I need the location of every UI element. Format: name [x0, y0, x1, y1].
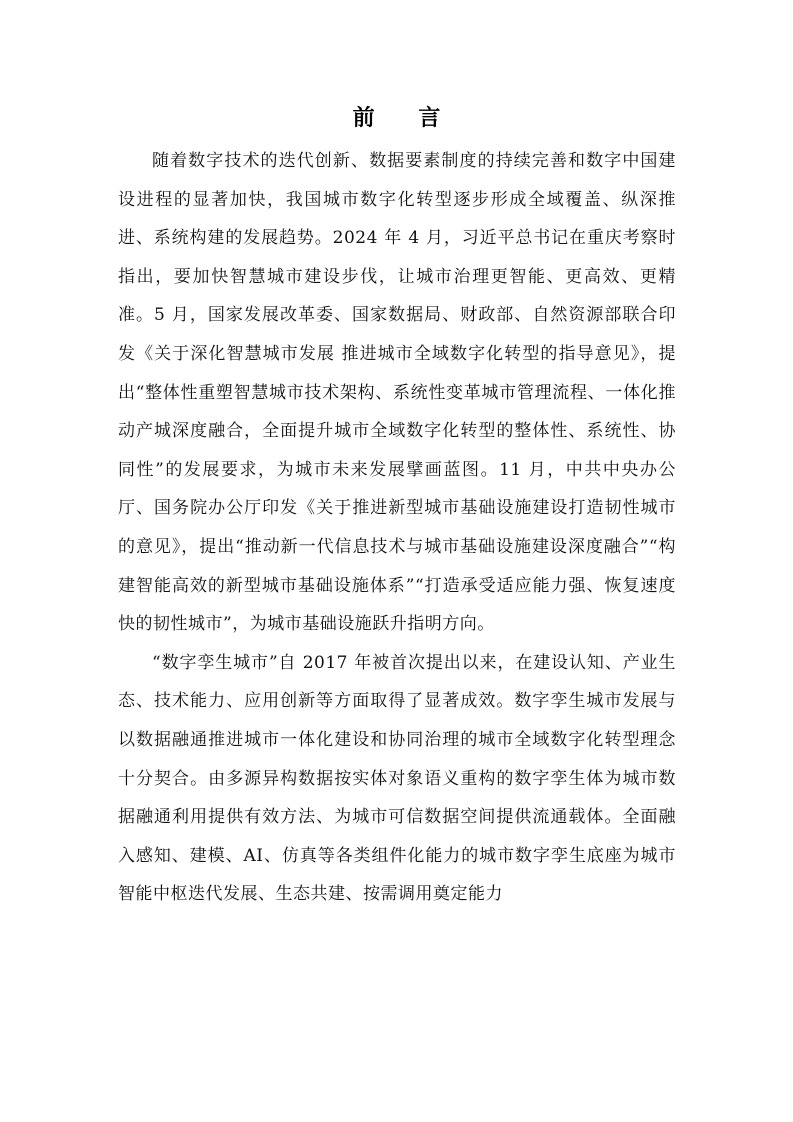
body-paragraph-1: 随着数字技术的迭代创新、数据要素制度的持续完善和数字中国建设进程的显著加快，我国城市数字化转型逐步形成全域覆盖、纵深推进、系统构建的发展趋势。2024 年 4 月，习近平总书记在重庆考察时指出，要加快智慧城市建设步伐，让城市治理更智能、更高效、更精准。5 月，国家发展改革委、国家数据局、财政部、自然资源部联合印发《关于深化智慧城市发展 推进城市全域数字化转型的指导意见》，提出“整体性重塑智慧城市技术架构、系统性变革城市管理流程、一体化推动产城深度融合，全面提升城市全域数字化转型的整体性、系统性、协同性”的发展要求，为城市未来发展擘画蓝图。11 月，中共中央办公厅、国务院办公厅印发《关于推进新型城市基础设施建设打造韧性城市的意见》，提出“推动新一代信息技术与城市基础设施建设深度融合”“构建智能高效的新型城市基础设施体系”“打造承受适应能力强、恢复速度快的韧性城市”，为城市基础设施跃升指明方向。	[118, 151, 676, 635]
document-body	[118, 142, 676, 914]
page-title: 前 言	[352, 105, 459, 131]
body-paragraph-2: “数字孪生城市”自 2017 年被首次提出以来，在建设认知、产业生态、技术能力、应用创新等方面取得了显著成效。数字孪生城市发展与以数据融通推进城市一体化建设和协同治理的城市全域数字化转型理念十分契合。由多源异构数据按实体对象语义重构的数字孪生体为城市数据融通利用提供有效方法、为城市可信数据空间提供流通载体。全面融入感知、建模、AI、仿真等各类组件化能力的城市数字孪生底座为城市智能中枢迭代发展、生态共建、按需调用奠定能力	[118, 652, 676, 905]
